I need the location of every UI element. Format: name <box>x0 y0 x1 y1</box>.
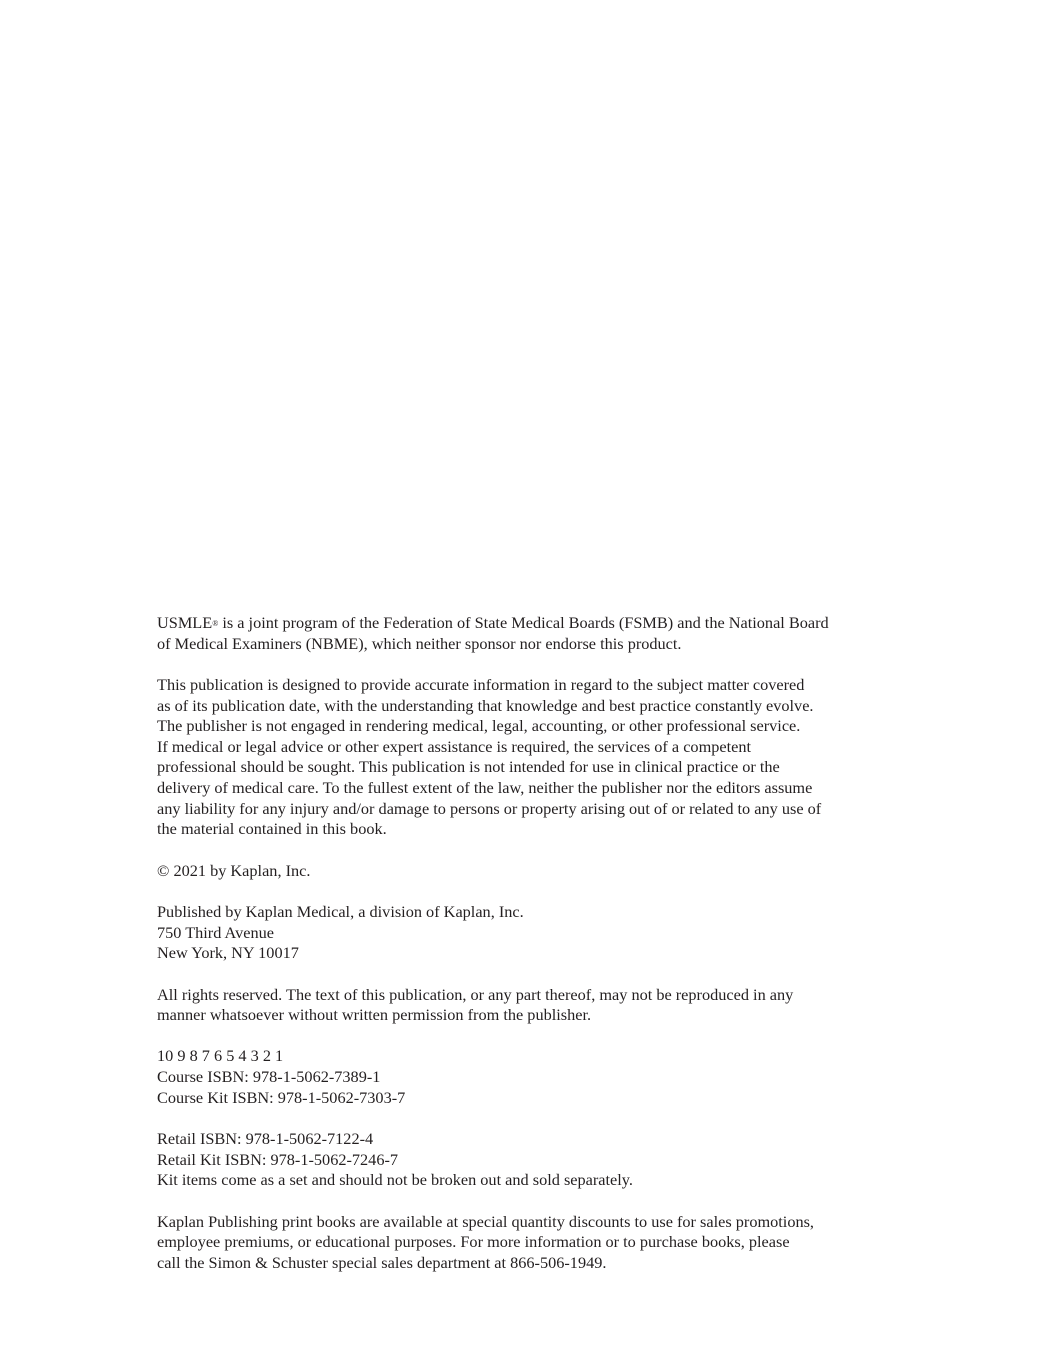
disclaimer-line: This publication is designed to provide accurate information in regard to the subject matter covered <box>157 674 805 694</box>
copyright-notice <box>157 861 867 882</box>
course-kit-isbn: Course Kit ISBN: 978-1-5062-7303-7 <box>157 1087 406 1107</box>
publisher-name: Published by Kaplan Medical, a division of Kaplan, Inc. <box>157 901 524 921</box>
publisher-info <box>157 902 867 964</box>
usmle-notice <box>157 613 867 654</box>
usmle-mark: USMLE <box>157 613 213 632</box>
disclaimer-line: The publisher is not engaged in rendering medical, legal, accounting, or other professional service. <box>157 716 801 736</box>
usmle-notice-line-2: of Medical Examiners (NBME), which neither sponsor nor endorse this product. <box>157 633 682 653</box>
copyright-text-block <box>157 613 867 1294</box>
retail-isbn: Retail ISBN: 978-1-5062-7122-4 <box>157 1129 374 1149</box>
usmle-notice-line-1-text: is a joint program of the Federation of State Medical Boards (FSMB) and the National Board <box>218 613 829 632</box>
kit-note: Kit items come as a set and should not be broken out and sold separately. <box>157 1170 633 1190</box>
rights-line: manner whatsoever without written permission from the publisher. <box>157 1005 592 1025</box>
sales-line: call the Simon & Schuster special sales department at 866-506-1949. <box>157 1252 607 1272</box>
sales-line: employee premiums, or educational purposes. For more information or to purchase books, please <box>157 1232 790 1252</box>
sales-info <box>157 1212 867 1274</box>
retail-info <box>157 1129 867 1191</box>
usmle-notice-line-1 <box>157 613 867 634</box>
disclaimer-line: as of its publication date, with the understanding that knowledge and best practice constantly evolve. <box>157 695 814 715</box>
publisher-street: 750 Third Avenue <box>157 922 274 942</box>
registered-mark: ® <box>212 619 219 628</box>
printing-number-line: 10 9 8 7 6 5 4 3 2 1 <box>157 1046 284 1066</box>
disclaimer-line: any liability for any injury and/or damage to persons or property arising out of or related to any use of <box>157 798 822 818</box>
sales-line: Kaplan Publishing print books are available at special quantity discounts to use for sales promotions, <box>157 1211 815 1231</box>
copyright-line: © 2021 by Kaplan, Inc. <box>157 860 311 880</box>
disclaimer-paragraph <box>157 675 867 840</box>
course-isbn: Course ISBN: 978-1-5062-7389-1 <box>157 1067 381 1087</box>
disclaimer-line: If medical or legal advice or other expert assistance is required, the services of a competent <box>157 736 752 756</box>
printing-info <box>157 1046 867 1108</box>
disclaimer-line: professional should be sought. This publication is not intended for use in clinical practice or the <box>157 757 780 777</box>
publisher-city: New York, NY 10017 <box>157 943 299 963</box>
disclaimer-line: delivery of medical care. To the fullest extent of the law, neither the publisher nor the editors assume <box>157 777 813 797</box>
rights-notice <box>157 985 867 1026</box>
rights-line: All rights reserved. The text of this publication, or any part thereof, may not be reproduced in any <box>157 984 794 1004</box>
retail-kit-isbn: Retail Kit ISBN: 978-1-5062-7246-7 <box>157 1149 399 1169</box>
disclaimer-line: the material contained in this book. <box>157 819 387 839</box>
